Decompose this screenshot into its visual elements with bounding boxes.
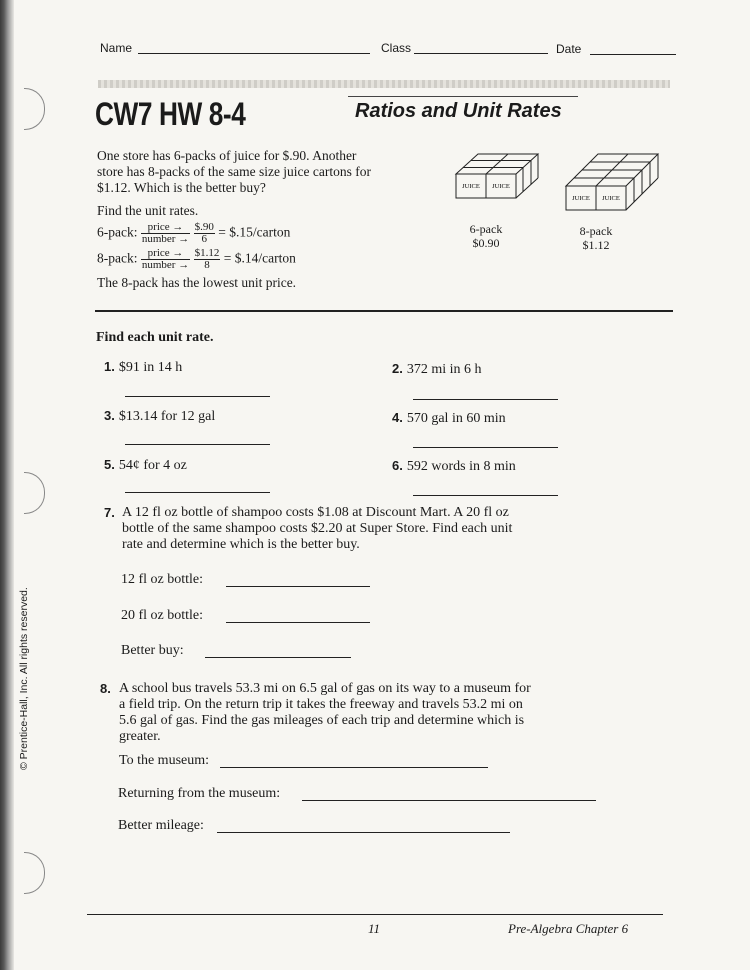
eight-pack-caption — [564, 224, 628, 252]
example-line: $1.12. Which is the better buy? — [97, 180, 266, 195]
page-title: CW7 HW 8-4 — [95, 96, 246, 132]
question-8-text: A school bus travels 53.3 mi on 6.5 gal of gas on its way to a museum for a field trip. On the return trip it takes the freeway and travels 53.2 mi on 5.6 gal of gas. Find the gas mileages of each trip and determine which is greater. — [119, 681, 531, 744]
box-name: 6-pack — [469, 222, 503, 236]
value-fraction: $\frac{\$1.12}{8}$ — [194, 247, 220, 271]
class-label: Class — [381, 41, 412, 55]
question-7-text: A 12 fl oz bottle of shampoo costs $1.08 at Discount Mart. A 20 fl oz bottle of the same shampoo costs $2.20 at Super Store. Find each unit rate and determine which is the better buy. — [122, 505, 513, 552]
value-fraction: $\frac{\$.90}{6}$ — [194, 221, 214, 245]
page-number: 11 — [368, 921, 381, 936]
q8-returning-answer[interactable] — [302, 800, 596, 801]
q8-to-museum-label: To the museum: — [119, 753, 210, 768]
six-pack-caption — [454, 222, 518, 250]
subtitle-rule — [348, 96, 578, 97]
answer-line-4[interactable] — [413, 447, 558, 448]
box-price: $0.90 — [472, 236, 500, 250]
q8-to-museum-answer[interactable] — [220, 767, 488, 768]
q7-20oz-label: 20 fl oz bottle: — [121, 608, 204, 623]
q8-better-mileage-answer[interactable] — [217, 832, 510, 833]
name-field[interactable] — [138, 53, 370, 54]
answer-line-1[interactable] — [125, 396, 270, 397]
q7-12oz-answer[interactable] — [226, 586, 370, 587]
footer-rule — [87, 914, 663, 915]
answer-line-2[interactable] — [413, 399, 558, 400]
punch-hole — [24, 852, 45, 894]
rate-result: = $.14/carton — [223, 250, 296, 266]
example-conclusion: The 8-pack has the lowest unit price. — [97, 275, 297, 290]
rate-label: 8-pack: — [97, 250, 138, 266]
answer-line-5[interactable] — [125, 492, 270, 493]
question-1: 1. $91 in 14 h — [104, 359, 183, 375]
answer-line-6[interactable] — [413, 495, 558, 496]
punch-hole — [24, 472, 45, 514]
punch-hole — [24, 88, 45, 130]
copyright-notice: © Prentice-Hall, Inc. All rights reserved. — [18, 587, 30, 770]
example-problem — [97, 148, 417, 196]
six-pack-rate — [97, 222, 290, 245]
answer-line-3[interactable] — [125, 444, 270, 445]
q7-better-buy-label: Better buy: — [121, 643, 184, 658]
juice-label: JUICE — [602, 195, 620, 202]
header-band — [98, 80, 670, 88]
example-line: store has 8-packs of the same size juice cartons for — [97, 164, 372, 179]
juice-label: JUICE — [462, 183, 480, 190]
date-field[interactable] — [590, 54, 676, 55]
juice-label: JUICE — [572, 195, 590, 202]
q8-returning-label: Returning from the museum: — [118, 786, 281, 801]
rate-label: 6-pack: — [97, 224, 138, 240]
eight-pack-illustration — [563, 150, 661, 214]
question-7-number: 7. — [104, 505, 115, 520]
question-8-number: 8. — [100, 681, 111, 696]
question-3: 3. $13.14 for 12 gal — [104, 408, 216, 424]
book-chapter: Pre-Algebra Chapter 6 — [508, 921, 629, 936]
six-pack-illustration — [452, 150, 544, 202]
section-title: Find each unit rate. — [96, 330, 214, 345]
page-subtitle: Ratios and Unit Rates — [355, 100, 562, 122]
date-label: Date — [556, 42, 582, 56]
word-fraction: $\frac{\text{price →}}{\text{number →}}$ — [141, 247, 190, 271]
box-name: 8-pack — [579, 224, 613, 238]
juice-label: JUICE — [492, 183, 510, 190]
question-5: 5. 54¢ for 4 oz — [104, 457, 187, 473]
box-price: $1.12 — [582, 238, 610, 252]
class-field[interactable] — [414, 53, 548, 54]
q8-better-mileage-label: Better mileage: — [118, 818, 204, 833]
binding-edge — [0, 0, 14, 970]
eight-pack-rate — [97, 248, 296, 271]
example-find: Find the unit rates. — [97, 203, 199, 218]
q7-12oz-label: 12 fl oz bottle: — [121, 572, 204, 587]
q7-20oz-answer[interactable] — [226, 622, 370, 623]
word-fraction: $\frac{\text{price →}}{\text{number →}}$ — [141, 221, 190, 245]
name-label: Name — [100, 41, 133, 55]
example-line: One store has 6-packs of juice for $.90. Another — [97, 148, 357, 163]
section-divider — [95, 310, 673, 312]
question-6: 6. 592 words in 8 min — [392, 458, 516, 474]
question-4: 4. 570 gal in 60 min — [392, 410, 506, 426]
rate-result: = $.15/carton — [218, 224, 291, 240]
question-2: 2. 372 mi in 6 h — [392, 361, 482, 377]
q7-better-buy-answer[interactable] — [205, 657, 351, 658]
